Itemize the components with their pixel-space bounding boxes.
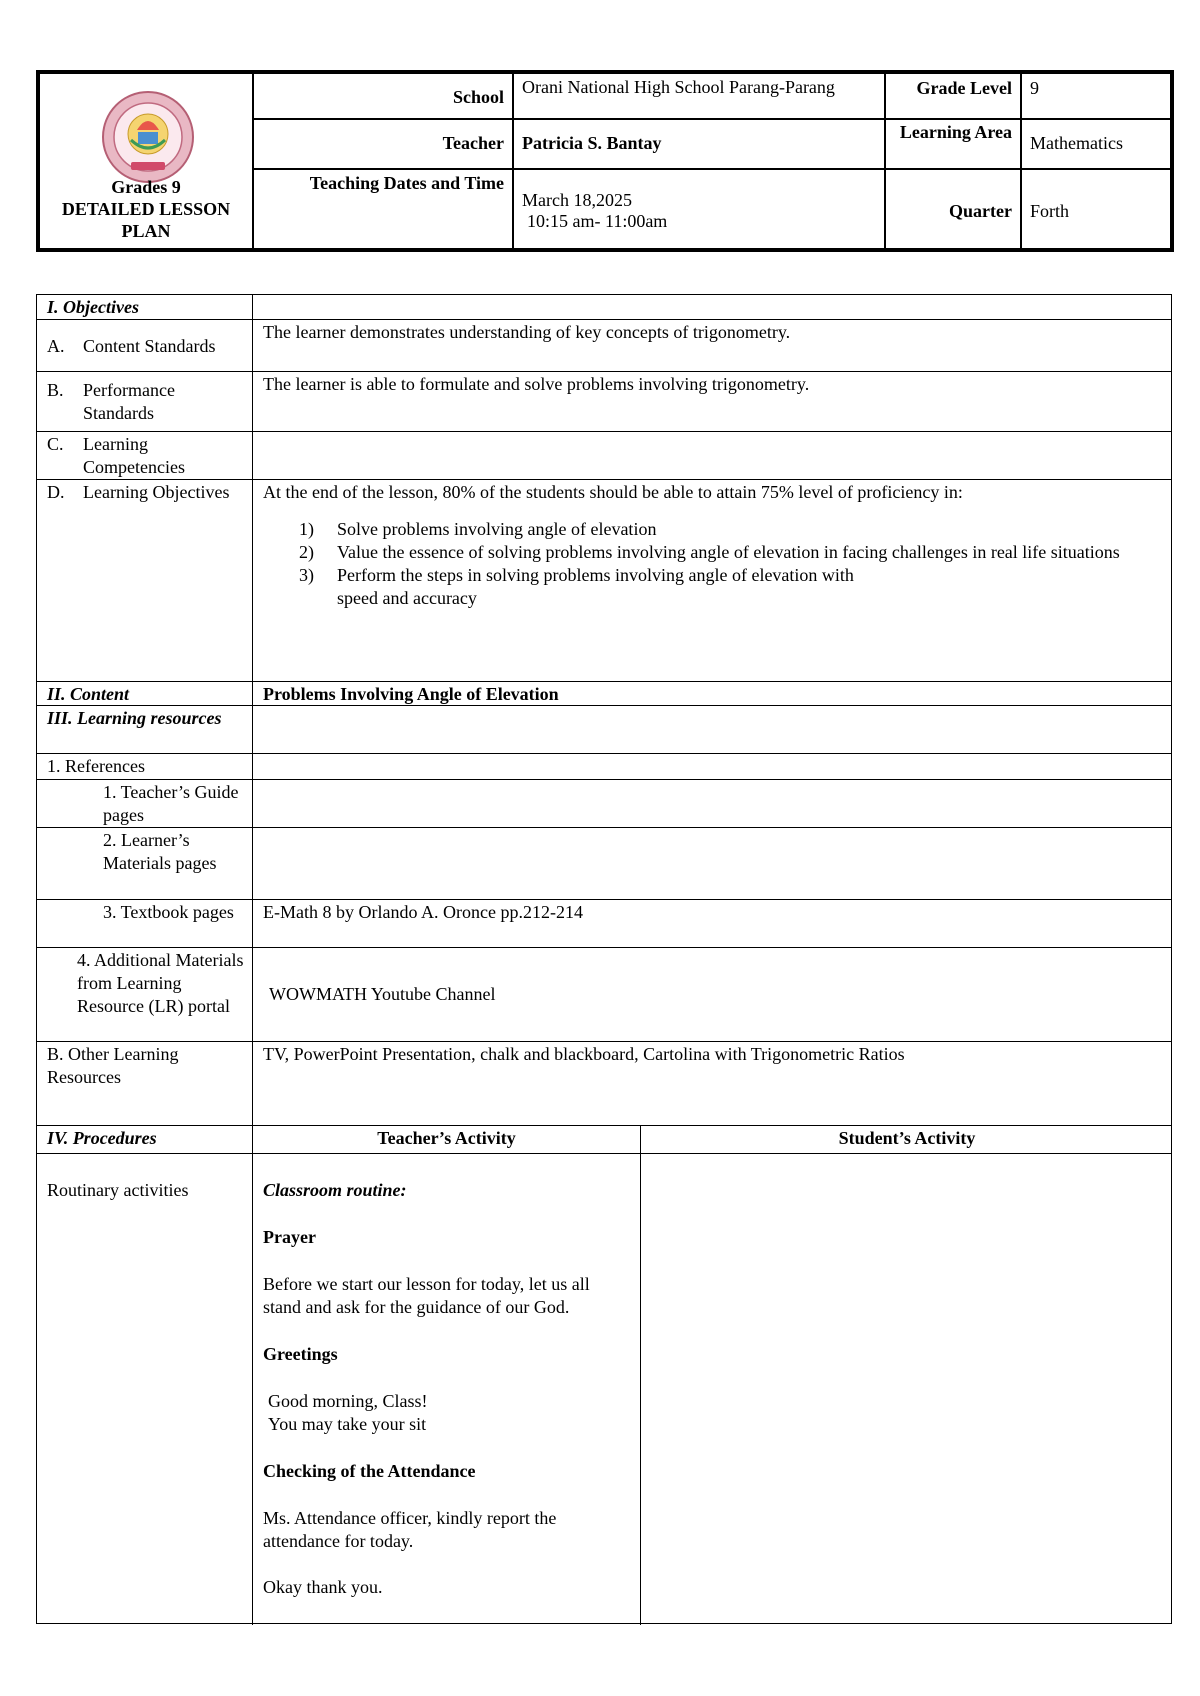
learning-objectives-content	[253, 481, 1173, 610]
learning-objectives-label	[37, 481, 252, 504]
greetings-line: Good morning, Class!	[268, 1391, 428, 1411]
divider	[37, 753, 1171, 754]
divider	[640, 1125, 641, 1625]
divider	[37, 319, 1171, 320]
title-line: Grades 9	[111, 177, 181, 197]
school-seal-logo	[101, 90, 195, 184]
list-text: Perform the steps in solving problems involving angle of elevation with speed and accuracy	[337, 565, 854, 609]
routinary-activities-label: Routinary activities	[47, 1180, 189, 1200]
list-number: 1)	[299, 519, 314, 540]
divider	[37, 681, 1171, 682]
divider	[37, 1125, 1171, 1126]
additional-materials-value: WOWMATH Youtube Channel	[269, 984, 496, 1004]
procedures-heading: IV. Procedures	[47, 1128, 157, 1148]
lesson-plan-title	[40, 174, 252, 244]
learners-materials-label: 2. Learner’s Materials pages	[103, 830, 217, 874]
divider	[37, 779, 1171, 780]
attendance-text: Ms. Attendance officer, kindly report the attendance for today.	[263, 1508, 557, 1551]
okay-text: Okay thank you.	[263, 1577, 383, 1597]
item-letter: D.	[47, 482, 65, 502]
classroom-routine-heading: Classroom routine:	[263, 1180, 407, 1200]
performance-standards-label	[37, 379, 252, 425]
teaching-dates-label: Teaching Dates and Time	[309, 173, 504, 193]
prayer-heading: Prayer	[263, 1227, 316, 1247]
quarter-label: Quarter	[949, 201, 1012, 221]
content-standards-label	[37, 335, 252, 358]
school-value: Orani National High School Parang-Parang	[522, 77, 835, 97]
list-text: Solve problems involving angle of elevation	[337, 519, 657, 540]
divider	[37, 371, 1171, 372]
references-label: 1. References	[47, 756, 145, 776]
list-number: 2)	[299, 542, 314, 563]
teaching-dates-value	[514, 188, 884, 234]
teacher-label: Teacher	[442, 133, 504, 153]
divider	[37, 899, 1171, 900]
header-table	[36, 70, 1174, 252]
item-letter: B.	[47, 380, 64, 400]
list-item	[299, 564, 1163, 610]
content-value: Problems Involving Angle of Elevation	[263, 684, 559, 704]
objectives-heading: I. Objectives	[47, 297, 139, 317]
divider	[37, 1041, 1171, 1042]
learning-area-value: Mathematics	[1030, 133, 1123, 153]
item-title: Learning Objectives	[83, 482, 230, 502]
title-line: DETAILED LESSON PLAN	[61, 199, 231, 241]
learning-area-label: Learning Area	[899, 122, 1012, 142]
list-item	[299, 541, 1163, 564]
quarter-value: Forth	[1030, 201, 1070, 221]
teacher-value: Patricia S. Bantay	[522, 133, 662, 153]
divider	[37, 479, 1171, 480]
divider	[37, 827, 1171, 828]
item-title: Performance Standards	[83, 380, 175, 424]
grade-level-value: 9	[1030, 78, 1039, 98]
teacher-activity-content	[253, 1179, 640, 1599]
divider	[37, 1153, 1171, 1154]
item-title: Content Standards	[83, 336, 216, 356]
date-line: March 18,2025	[522, 190, 632, 210]
lesson-plan-table	[36, 294, 1172, 1624]
item-letter: C.	[47, 434, 64, 454]
objectives-intro: At the end of the lesson, 80% of the students should be able to attain 75% level of proficiency in:	[263, 482, 963, 502]
list-text: Value the essence of solving problems involving angle of elevation in facing challenges in real life situations	[337, 542, 1120, 563]
other-resources-value: TV, PowerPoint Presentation, chalk and blackboard, Cartolina with Trigonometric Ratios	[263, 1044, 905, 1064]
greetings-line: You may take your sit	[268, 1414, 427, 1434]
time-line: 10:15 am- 11:00am	[527, 211, 668, 231]
textbook-pages-value: E-Math 8 by Orlando A. Oronce pp.212-214	[263, 902, 583, 922]
textbook-pages-label: 3. Textbook pages	[103, 902, 234, 922]
divider	[37, 947, 1171, 948]
objectives-list	[263, 518, 1163, 610]
additional-materials-label: 4. Additional Materials from Learning Resource (LR) portal	[77, 950, 244, 1017]
performance-standards-text: The learner is able to formulate and solve problems involving trigonometry.	[263, 374, 810, 394]
student-activity-header: Student’s Activity	[838, 1128, 976, 1148]
learning-resources-heading: III. Learning resources	[47, 708, 222, 728]
attendance-heading: Checking of the Attendance	[263, 1461, 476, 1481]
greetings-heading: Greetings	[263, 1344, 338, 1364]
teacher-activity-header: Teacher’s Activity	[377, 1128, 516, 1148]
content-heading: II. Content	[47, 684, 130, 704]
list-item	[299, 518, 1163, 541]
divider	[252, 118, 1170, 120]
other-resources-label: B. Other Learning Resources	[47, 1044, 179, 1088]
list-number: 3)	[299, 565, 314, 586]
teachers-guide-label: 1. Teacher’s Guide pages	[103, 782, 239, 826]
item-letter: A.	[47, 336, 65, 356]
content-standards-text: The learner demonstrates understanding of key concepts of trigonometry.	[263, 322, 791, 342]
grade-level-label: Grade Level	[916, 78, 1012, 98]
learning-competencies-label	[37, 433, 252, 479]
prayer-text: Before we start our lesson for today, let us all stand and ask for the guidance of our God.	[263, 1274, 590, 1317]
school-label: School	[452, 87, 504, 107]
divider	[37, 431, 1171, 432]
item-title: Learning Competencies	[83, 434, 185, 478]
